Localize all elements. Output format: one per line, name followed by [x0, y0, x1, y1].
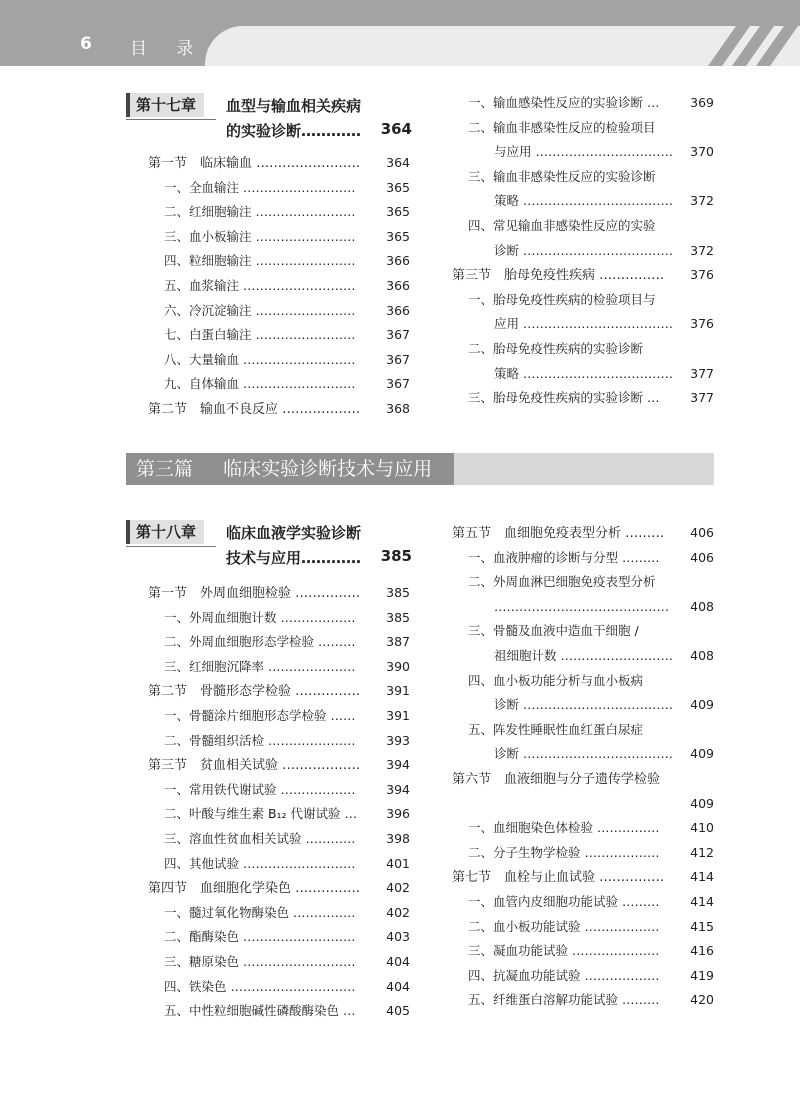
- toc-entry-text: 策略 ………………………………: [494, 193, 673, 209]
- part-title-box: [126, 453, 454, 485]
- toc-entry-page: 414: [690, 894, 714, 909]
- toc-entry[interactable]: [148, 325, 410, 345]
- toc-entry[interactable]: [148, 731, 410, 751]
- toc-entry[interactable]: [452, 843, 714, 863]
- toc-entry[interactable]: [148, 153, 410, 173]
- part-label: 第三篇: [136, 458, 194, 480]
- toc-entry-text: 诊断 ………………………………: [494, 242, 673, 258]
- toc-entry-text: ……………………………………: [494, 598, 669, 614]
- toc-entry-page: 367: [386, 376, 410, 392]
- toc-entry-text: 二、血小板功能试验 ………………: [468, 918, 660, 934]
- toc-entry[interactable]: [452, 597, 714, 617]
- toc-entry-page: 394: [386, 757, 410, 773]
- toc-entry[interactable]: [148, 829, 410, 849]
- chapter-page: 385: [380, 547, 412, 565]
- toc-entry[interactable]: [452, 744, 714, 764]
- toc-entry[interactable]: [452, 364, 714, 384]
- toc-entry[interactable]: [452, 118, 714, 138]
- toc-entry[interactable]: [452, 941, 714, 961]
- chapter-title-cont: 的实验诊断…………: [226, 122, 362, 140]
- toc-entry-page: 412: [690, 844, 714, 860]
- toc-entry-text: 第五节 血细胞免疫表型分析 ………: [452, 526, 665, 541]
- toc-entry[interactable]: [148, 227, 410, 247]
- toc-entry-page: 369: [690, 95, 714, 110]
- toc-entry-page: 409: [690, 795, 714, 811]
- toc-entry-text: 诊断 ………………………………: [494, 746, 673, 762]
- toc-entry-text: [452, 796, 494, 811]
- toc-entry-page: 387: [386, 634, 410, 650]
- toc-entry-page: 410: [690, 820, 714, 836]
- toc-entry-page: 376: [690, 267, 714, 283]
- toc-entry-text: 第一节 临床输血 ……………………: [148, 156, 361, 171]
- toc-entry-text: 四、血小板功能分析与血小板病: [468, 672, 644, 688]
- toc-entry-text: 五、血浆输注 ………………………: [164, 278, 356, 293]
- toc-entry-text: 一、骨髓涂片细胞形态学检验 ……: [164, 708, 356, 723]
- toc-entry-text: 二、输血非感染性反应的检验项目: [468, 119, 656, 135]
- toc-entry-text: 九、自体输血 ………………………: [164, 376, 356, 392]
- toc-entry[interactable]: [452, 339, 714, 359]
- toc-entry-page: 406: [690, 549, 714, 565]
- toc-entry-page: 414: [690, 869, 714, 885]
- toc-entry-page: 409: [690, 697, 714, 713]
- chapter-label: 第十八章: [126, 520, 204, 544]
- toc-entry-page: 390: [386, 658, 410, 674]
- toc-entry[interactable]: [452, 290, 714, 310]
- toc-entry[interactable]: [148, 632, 410, 652]
- toc-entry-text: 五、阵发性睡眠性血红蛋白尿症: [468, 721, 644, 737]
- toc-entry-page: 416: [690, 943, 714, 959]
- toc-entry-page: 415: [690, 918, 714, 934]
- toc-entry[interactable]: [148, 657, 410, 677]
- toc-entry-page: 385: [386, 609, 410, 625]
- toc-entry[interactable]: [148, 854, 410, 874]
- toc-entry-page: 366: [386, 302, 410, 318]
- toc-entry-text: 六、冷沉淀输注 ……………………: [164, 302, 356, 318]
- toc-entry-page: 367: [386, 351, 410, 367]
- toc-entry[interactable]: [148, 276, 410, 296]
- toc-entry-page: 406: [690, 525, 714, 540]
- toc-entry-text: 一、输血感染性反应的实验诊断 …: [468, 95, 660, 110]
- toc-entry[interactable]: [452, 794, 714, 814]
- toc-entry-page: 394: [386, 781, 410, 797]
- toc-entry-text: 策略 ………………………………: [494, 365, 673, 381]
- toc-entry[interactable]: [148, 301, 410, 321]
- toc-entry-page: 365: [386, 228, 410, 244]
- toc-entry[interactable]: [148, 903, 410, 923]
- toc-entry[interactable]: [452, 917, 714, 937]
- toc-entry-text: 一、髓过氧化物酶染色 ……………: [164, 904, 356, 920]
- toc-entry[interactable]: [452, 572, 714, 592]
- toc-entry[interactable]: [452, 142, 714, 162]
- page-number: 6: [80, 34, 92, 54]
- toc-entry-page: 398: [386, 831, 410, 846]
- toc-entry[interactable]: [452, 892, 714, 912]
- toc-entry[interactable]: [148, 399, 410, 419]
- toc-entry-text: 三、骨髓及血液中造血干细胞 /: [468, 623, 639, 639]
- toc-entry-text: 一、全血输注 ………………………: [164, 179, 356, 195]
- toc-entry-text: 二、胎母免疫性疾病的实验诊断: [468, 341, 644, 356]
- toc-entry-text: 四、常见输血非感染性反应的实验: [468, 218, 656, 233]
- toc-entry-text: 一、血管内皮细胞功能试验 ………: [468, 894, 660, 909]
- toc-entry-text: 三、血小板输注 ……………………: [164, 228, 356, 244]
- part-title: 临床实验诊断技术与应用: [223, 458, 433, 480]
- header-title: 目 录: [130, 39, 206, 59]
- toc-entry[interactable]: [452, 818, 714, 838]
- toc-entry-text: 诊断 ………………………………: [494, 697, 673, 713]
- toc-entry-page: 364: [386, 155, 410, 170]
- toc-entry-text: 第六节 血液细胞与分子遗传学检验: [452, 772, 661, 787]
- toc-entry-text: 第一节 外周血细胞检验 ……………: [148, 586, 361, 601]
- toc-entry-text: 第二节 骨髓形态学检验 ……………: [148, 684, 361, 700]
- toc-entry-text: 第四节 血细胞化学染色 ……………: [148, 881, 361, 897]
- toc-entry-text: 二、外周血淋巴细胞免疫表型分析: [468, 574, 656, 590]
- toc-entry[interactable]: [148, 780, 410, 800]
- toc-entry-page: 391: [386, 708, 410, 723]
- toc-entry-text: 五、纤维蛋白溶解功能试验 ………: [468, 992, 660, 1008]
- toc-entry-text: 一、常用铁代谢试验 ………………: [164, 781, 356, 797]
- toc-entry-page: 408: [690, 598, 714, 614]
- chapter-18-heading: [126, 520, 416, 570]
- toc-entry-text: 第三节 胎母免疫性疾病 ……………: [452, 268, 665, 284]
- toc-entry[interactable]: [148, 804, 410, 824]
- toc-entry[interactable]: [148, 251, 410, 271]
- toc-entry-text: 一、血液肿瘤的诊断与分型 ………: [468, 549, 660, 565]
- toc-entry[interactable]: [452, 695, 714, 715]
- toc-entry-page: 420: [690, 992, 714, 1008]
- toc-entry-text: 三、胎母免疫性疾病的实验诊断 …: [468, 390, 660, 406]
- toc-entry-text: 八、大量输血 ………………………: [164, 351, 356, 367]
- toc-entry[interactable]: [452, 216, 714, 236]
- toc-entry[interactable]: [148, 927, 410, 947]
- toc-entry[interactable]: [452, 720, 714, 740]
- toc-entry-page: 404: [386, 978, 410, 994]
- toc-entry[interactable]: [452, 314, 714, 334]
- toc-entry-page: 401: [386, 855, 410, 871]
- toc-entry-text: 二、分子生物学检验 ………………: [468, 844, 660, 860]
- toc-entry-text: 四、抗凝血功能试验 ………………: [468, 967, 660, 983]
- toc-entry-page: 365: [386, 179, 410, 195]
- toc-entry[interactable]: [452, 621, 714, 641]
- toc-entry-page: 385: [386, 585, 410, 600]
- toc-entry-text: 三、输血非感染性反应的实验诊断: [468, 168, 656, 184]
- toc-entry[interactable]: [452, 671, 714, 691]
- toc-entry[interactable]: [452, 191, 714, 211]
- toc-entry-page: 372: [690, 193, 714, 209]
- chapter-label: 第十七章: [126, 93, 204, 117]
- toc-entry-text: 二、叶酸与维生素 B₁₂ 代谢试验 …: [164, 806, 358, 822]
- toc-entry[interactable]: [452, 265, 714, 285]
- toc-entry-text: 四、铁染色 …………………………: [164, 978, 356, 994]
- toc-entry-page: 370: [690, 144, 714, 160]
- toc-entry[interactable]: [148, 350, 410, 370]
- toc-entry-text: 二、骨髓组织活检 …………………: [164, 732, 356, 748]
- chapter-title: 临床血液学实验诊断: [226, 524, 362, 542]
- toc-entry-page: 366: [386, 278, 410, 293]
- toc-entry-page: 403: [386, 929, 410, 945]
- toc-entry-page: 405: [386, 1003, 410, 1019]
- toc-entry[interactable]: [452, 769, 714, 789]
- toc-entry-page: 408: [690, 648, 714, 663]
- toc-entry-text: 四、粒细胞输注 ……………………: [164, 253, 356, 269]
- toc-entry-page: 396: [386, 806, 410, 822]
- toc-entry-text: 祖细胞计数 ………………………: [494, 648, 673, 663]
- toc-entry-page: 365: [386, 204, 410, 220]
- toc-entry[interactable]: [148, 608, 410, 628]
- toc-entry-page: 376: [690, 316, 714, 332]
- toc-entry-page: 393: [386, 732, 410, 748]
- toc-entry[interactable]: [148, 583, 410, 603]
- toc-entry-text: 二、外周血细胞形态学检验 ………: [164, 634, 356, 650]
- toc-entry[interactable]: [148, 977, 410, 997]
- toc-entry[interactable]: [452, 867, 714, 887]
- chapter-17-heading: [126, 93, 416, 143]
- toc-entry-text: 三、糖原染色 ………………………: [164, 954, 356, 969]
- toc-entry-page: 402: [386, 880, 410, 896]
- toc-entry-page: 419: [690, 967, 714, 983]
- toc-entry-text: 第七节 血栓与止血试验 ……………: [452, 870, 665, 886]
- chapter-page: 364: [380, 120, 412, 138]
- toc-entry[interactable]: [452, 646, 714, 666]
- page-header: [0, 0, 800, 66]
- toc-entry-text: 三、溶血性贫血相关试验 …………: [164, 831, 356, 846]
- toc-entry-page: 409: [690, 746, 714, 762]
- toc-entry-text: 一、血细胞染色体检验 ……………: [468, 820, 660, 836]
- toc-entry[interactable]: [452, 990, 714, 1010]
- toc-entry-text: 二、红细胞输注 ……………………: [164, 204, 356, 220]
- toc-entry-text: 五、中性粒细胞碱性磷酸酶染色 …: [164, 1003, 356, 1019]
- toc-entry[interactable]: [148, 374, 410, 394]
- toc-entry-text: 二、酯酶染色 ………………………: [164, 929, 356, 945]
- toc-entry-text: 四、其他试验 ………………………: [164, 855, 356, 871]
- toc-entry-text: 三、红细胞沉降率 …………………: [164, 658, 356, 674]
- toc-entry-text: 应用 ………………………………: [494, 316, 673, 332]
- chapter-title-cont: 技术与应用…………: [226, 549, 362, 567]
- toc-entry[interactable]: [452, 548, 714, 568]
- toc-entry-text: 第二节 输血不良反应 ………………: [148, 402, 361, 417]
- toc-entry-page: 372: [690, 242, 714, 258]
- toc-entry-page: 377: [690, 365, 714, 381]
- toc-entry[interactable]: [148, 952, 410, 972]
- toc-entry-page: 402: [386, 904, 410, 920]
- toc-entry[interactable]: [452, 167, 714, 187]
- toc-entry-page: 366: [386, 253, 410, 269]
- toc-entry[interactable]: [452, 523, 714, 543]
- toc-entry[interactable]: [148, 1001, 410, 1021]
- toc-entry[interactable]: [452, 966, 714, 986]
- toc-entry-text: 三、凝血功能试验 …………………: [468, 943, 660, 959]
- toc-entry-text: 一、外周血细胞计数 ………………: [164, 609, 356, 625]
- toc-entry[interactable]: [148, 202, 410, 222]
- toc-entry-page: 377: [690, 390, 714, 406]
- toc-entry[interactable]: [452, 388, 714, 408]
- toc-entry-page: 404: [386, 954, 410, 969]
- toc-entry-text: 七、白蛋白输注 ……………………: [164, 327, 356, 343]
- chapter-underline: [126, 119, 216, 120]
- toc-entry-page: 391: [386, 683, 410, 699]
- toc-entry[interactable]: [452, 93, 714, 113]
- toc-entry[interactable]: [148, 755, 410, 775]
- chapter-title: 血型与输血相关疾病: [226, 97, 362, 115]
- toc-entry-page: 367: [386, 327, 410, 343]
- toc-entry[interactable]: [148, 878, 410, 898]
- chapter-underline: [126, 546, 216, 547]
- part-banner: [126, 453, 714, 485]
- toc-entry[interactable]: [148, 706, 410, 726]
- toc-entry[interactable]: [452, 241, 714, 261]
- toc-entry-text: 第三节 贫血相关试验 ………………: [148, 758, 361, 774]
- toc-entry[interactable]: [148, 178, 410, 198]
- toc-entry[interactable]: [148, 681, 410, 701]
- toc-entry-text: 与应用 ……………………………: [494, 144, 673, 160]
- toc-entry-text: 一、胎母免疫性疾病的检验项目与: [468, 291, 656, 307]
- toc-entry-page: 368: [386, 401, 410, 416]
